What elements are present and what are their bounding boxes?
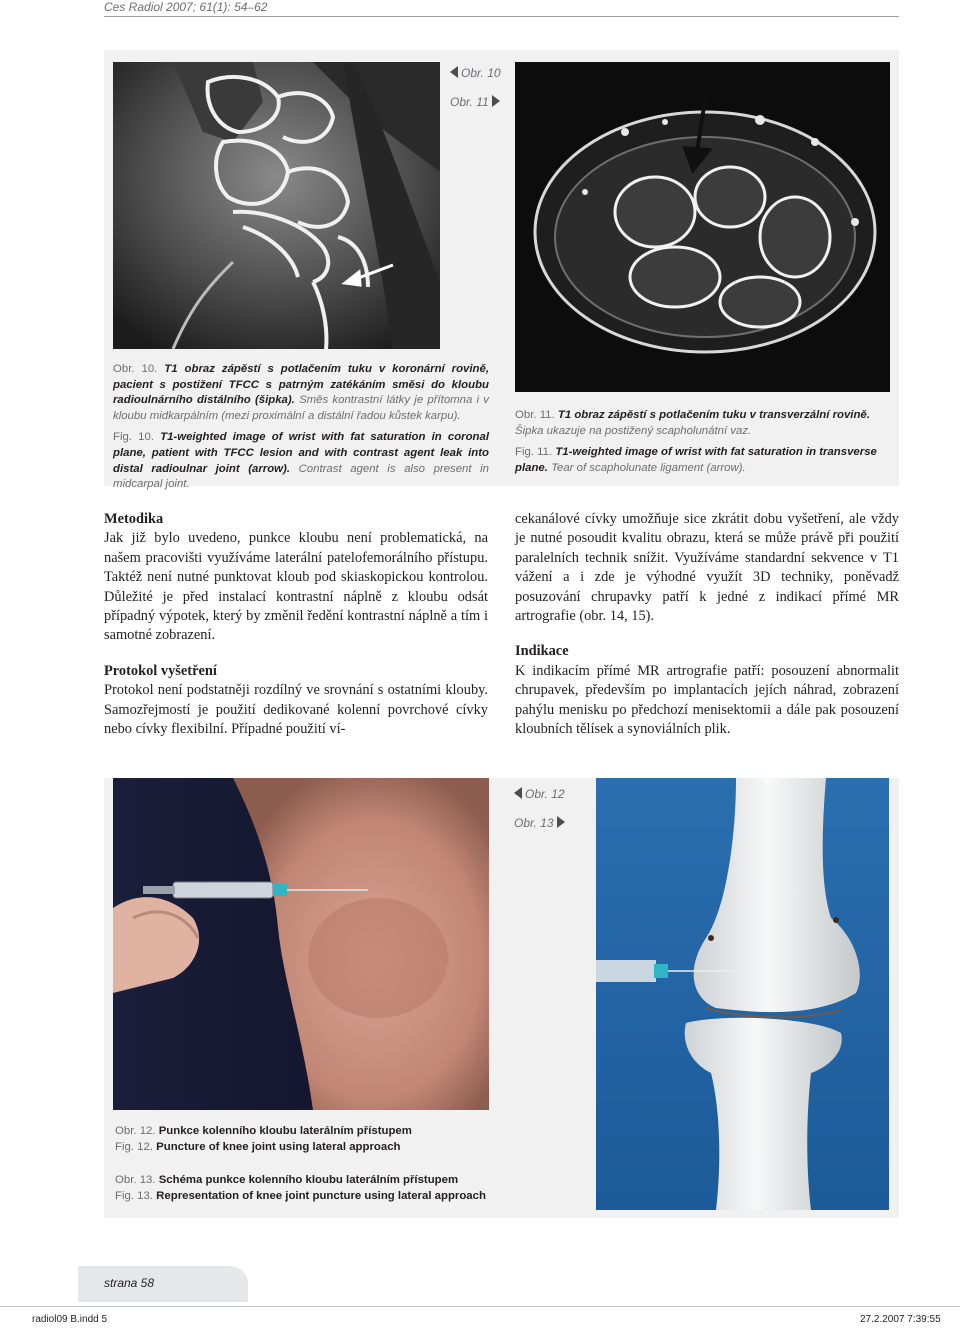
figure-10-caption [113, 362, 489, 493]
paragraph-protokol: Protokol není podstatněji rozdílný ve srovnání s ostatními klouby. Samozřejmostí je použití dedikované kolenní povrchové cívky nebo cívky flexibilní. Případné použití ví- [104, 682, 488, 738]
figure-10-caption-cz: Obr. 10. T1 obraz zápěstí s potlačením tuku v koronární rovině, pacient s postižení TFCC s patrným zatékáním směsi do kloubu radioulnárního distálního (šipka). Směs kontrastní látky je přítomna i v kloubu midkarpálním (mezi proximální a distální řadou kůstek karpu). [113, 363, 489, 422]
figure-12-caption [115, 1124, 585, 1155]
figure-ref-12: Obr. 12 [514, 787, 565, 801]
slug-timestamp: 27.2.2007 7:39:55 [860, 1314, 941, 1325]
figure-12-caption-cz: Obr. 12. Punkce kolenního kloubu laterálním přístupem [115, 1125, 412, 1137]
paragraph-indikace: K indikacím přímé MR artrografie patří: posouzení abnormalit chrupavek, především po implantacích jejích náhrad, zobrazení pahýlu menisku po předchozí menisektomii a dále pak posouzení kloubních tělísek a synoviálních plik. [515, 662, 899, 738]
arrow-right-icon [557, 816, 565, 828]
page-number: strana 58 [104, 1276, 155, 1290]
knee-puncture-photo [113, 778, 489, 1110]
wrist-transverse-mr-image [515, 62, 890, 392]
paragraph-metodika: Jak již bylo uvedeno, punkce kloubu není problematická, na našem pracovišti využíváme laterální patelofemorálního přístupu. Taktéž není nutné punktovat kloub pod skiaskopickou kontrolou. Důležité je před instalací kontrastní náplně z kloubu odsát případný výpotek, který by změnil ředění kontrastní náplně a tím i samotné zobrazení. [104, 530, 488, 644]
body-column-left [104, 510, 488, 739]
figure-ref-13: Obr. 13 [514, 816, 565, 830]
figure-12-caption-en: Fig. 12. Puncture of knee joint using lateral approach [115, 1140, 401, 1153]
figure-11-caption [515, 408, 891, 476]
journal-reference: Ces Radiol 2007; 61(1): 54–62 [104, 0, 268, 14]
wrist-coronal-mr-image [113, 62, 440, 349]
header-rule [104, 16, 899, 17]
heading-protokol: Protokol vyšetření [104, 662, 217, 679]
figure-11-caption-cz: Obr. 11. T1 obraz zápěstí s potlačením tuku v transverzální rovině. Šipka ukazuje na postižený scapholunátní vaz. [515, 409, 870, 437]
figure-ref-11: Obr. 11 [450, 95, 500, 109]
slug-rule [0, 1306, 960, 1307]
figure-11-caption-en: Fig. 11. T1-weighted image of wrist with fat saturation in transverse plane. Tear of scapholunate ligament (arrow). [515, 446, 877, 474]
heading-metodika: Metodika [104, 511, 164, 527]
figure-13-caption-en: Fig. 13. Representation of knee joint puncture using lateral approach [115, 1189, 486, 1202]
heading-indikace: Indikace [515, 643, 569, 660]
page-number-tab [78, 1266, 248, 1302]
body-column-right [515, 510, 899, 739]
figure-13-caption [115, 1173, 585, 1204]
slug-filename: radiol09 B.indd 5 [32, 1314, 108, 1325]
arrow-left-icon [450, 66, 458, 78]
arrow-left-icon [514, 787, 522, 799]
arrow-right-icon [492, 95, 500, 107]
figure-10-caption-en: Fig. 10. T1-weighted image of wrist with fat saturation in coronal plane, patient with TFCC lesion and with contrast agent leak into distal radioulnar joint (arrow). Contrast agent is also present in midcarpal joint. [113, 431, 490, 491]
knee-model-photo [596, 778, 889, 1210]
paragraph-cekanalove: cekanálové cívky umožňuje sice zkrátit dobu vyšetření, ale vždy je nutné posoudit kvalitu obrazu, která se může právě při použití paralelních technik snížit. Využíváme standardní sekvence v T1 vážení a i zde je výhodné využít 3D techniky, poněvadž posuzování chrupavky patří k jedné z indikací přímé MR artrografie (obr. 14, 15). [515, 511, 899, 625]
figure-13-caption-cz: Obr. 13. Schéma punkce kolenního kloubu laterálním přístupem [115, 1174, 459, 1186]
figure-ref-10: Obr. 10 [450, 66, 501, 80]
